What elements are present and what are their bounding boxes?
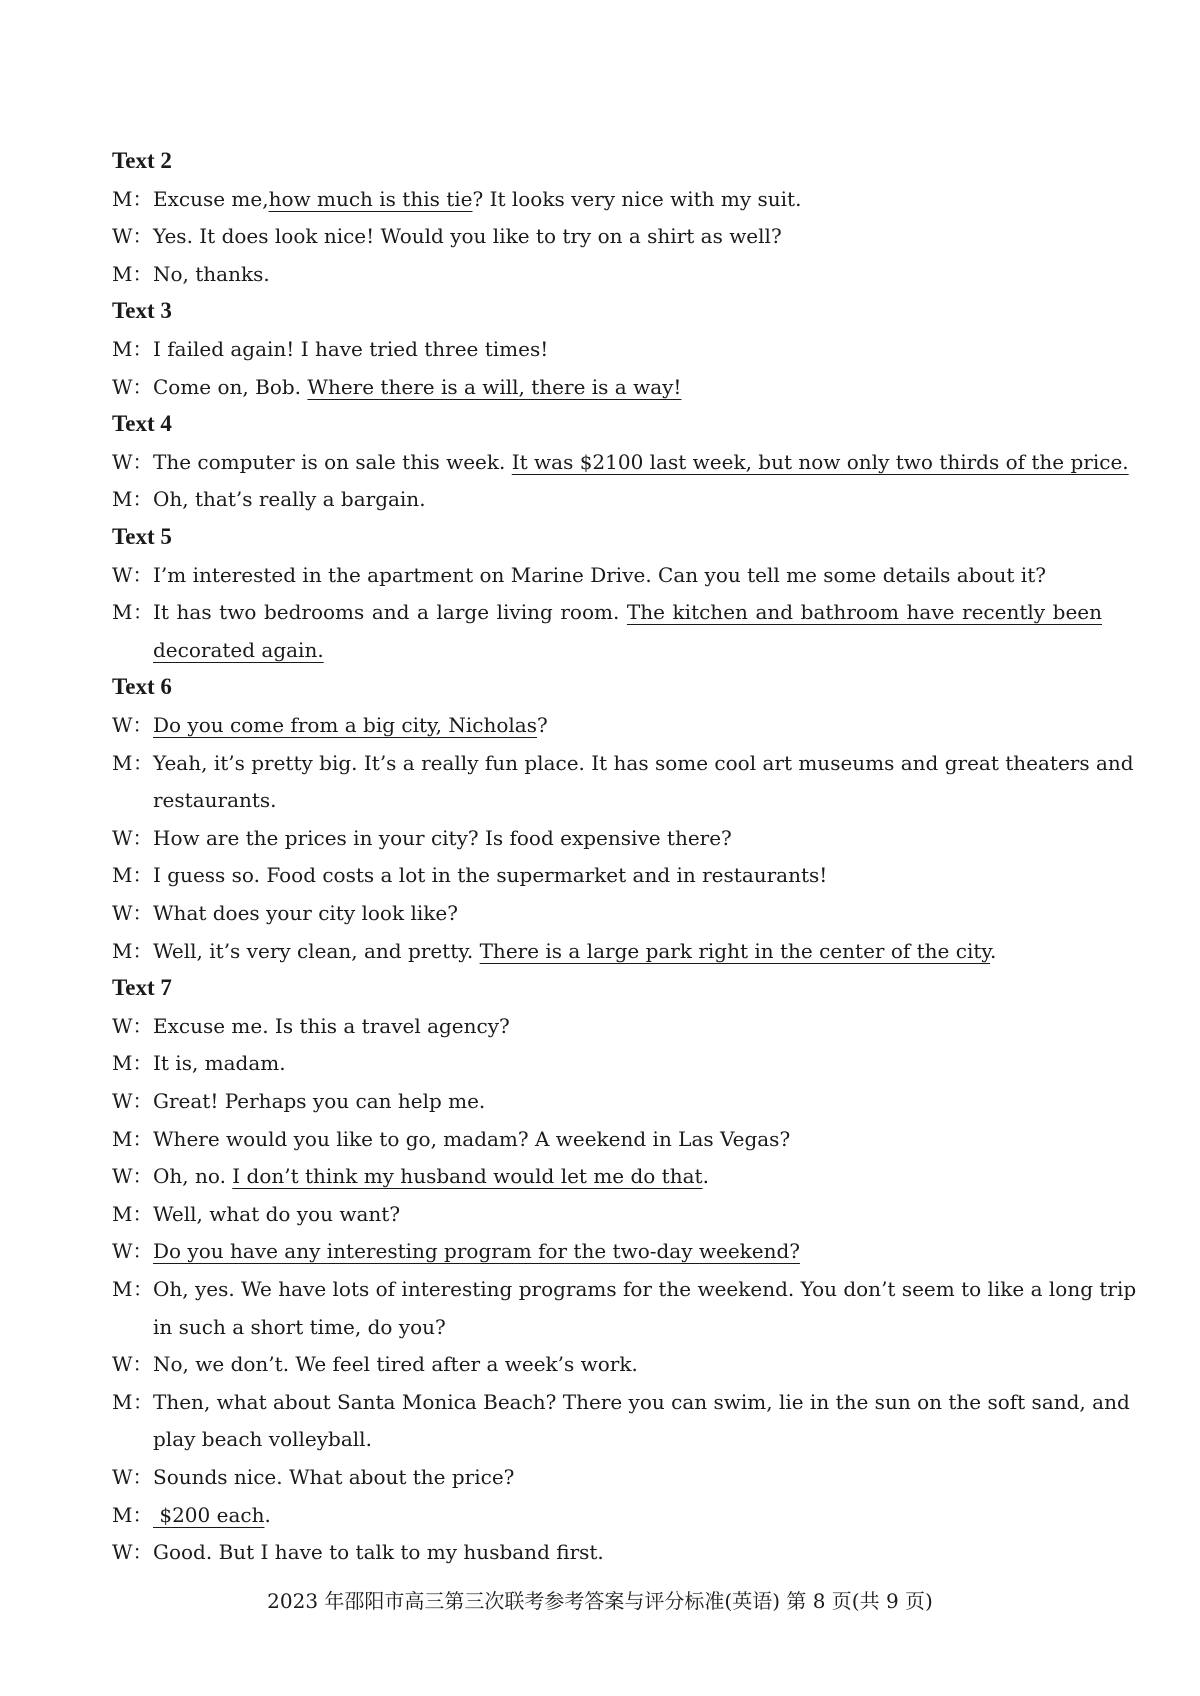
dialogue-line [112, 259, 1102, 289]
speaker-label: W： [112, 826, 153, 850]
dialogue-text: Come on, Bob. [153, 375, 308, 399]
section-heading: Text 6 [112, 674, 172, 699]
speaker-label: M： [112, 600, 153, 624]
speaker-label: W： [112, 901, 153, 925]
speaker-label: M： [112, 1503, 153, 1527]
dialogue-text: Sounds nice. What about the price? [153, 1465, 515, 1489]
dialogue-text: I guess so. Food costs a lot in the supermarket and in restaurants! [153, 863, 828, 887]
underlined-answer: It was $2100 last week, but now only two thirds of the price. [511, 450, 1129, 474]
dialogue-text: No, we don’t. We feel tired after a week’s work. [153, 1352, 638, 1376]
dialogue-text: How are the prices in your city? Is food expensive there? [153, 826, 732, 850]
page-footer: 2023 年邵阳市高三第三次联考参考答案与评分标准(英语) 第 8 页(共 9 页) [267, 1589, 933, 1613]
dialogue-line-continuation [153, 785, 277, 815]
dialogue-text: Yes. It does look nice! Would you like to try on a shirt as well? [153, 224, 782, 248]
underlined-answer: decorated again. [153, 638, 324, 662]
speaker-label: W： [112, 1089, 153, 1113]
speaker-label: M： [112, 337, 153, 361]
dialogue-text: Oh, yes. We have lots of interesting programs for the weekend. You don’t seem to like a long trip [153, 1277, 1137, 1301]
dialogue-text: The computer is on sale this week. [153, 450, 512, 474]
dialogue-text: Well, what do you want? [153, 1202, 401, 1226]
dialogue-text: Where would you like to go, madam? A weekend in Las Vegas? [153, 1127, 791, 1151]
speaker-label: M： [112, 1127, 153, 1151]
dialogue-line [112, 447, 1129, 477]
dialogue-text: . [264, 1503, 271, 1527]
underlined-answer: $200 each [153, 1503, 265, 1527]
dialogue-text: No, thanks. [153, 262, 270, 286]
dialogue-text: What does your city look like? [153, 901, 458, 925]
dialogue-text: Excuse me, [153, 187, 269, 211]
dialogue-text: Oh, that’s really a bargain. [153, 487, 426, 511]
section-heading: Text 7 [112, 975, 172, 1000]
dialogue-text: I failed again! I have tried three times! [153, 337, 549, 361]
speaker-label: M： [112, 863, 153, 887]
dialogue-line [112, 1349, 1102, 1379]
underlined-answer: The kitchen and bathroom have recently been [626, 600, 1103, 624]
speaker-label: M： [112, 1277, 153, 1301]
speaker-label: M： [112, 187, 153, 211]
speaker-label: M： [112, 1202, 153, 1226]
dialogue-text: ? It looks very nice with my suit. [472, 187, 802, 211]
dialogue-line [112, 221, 1102, 251]
dialogue-line [112, 898, 1102, 928]
section-heading: Text 3 [112, 298, 172, 323]
dialogue-text: It has two bedrooms and a large living room. [153, 600, 627, 624]
dialogue-line [112, 1086, 1102, 1116]
dialogue-text: ? [536, 713, 548, 737]
dialogue-text: Excuse me. Is this a travel agency? [153, 1014, 510, 1038]
dialogue-line [112, 860, 1102, 890]
dialogue-text: Yeah, it’s pretty big. It’s a really fun place. It has some cool art museums and great theaters and [153, 751, 1134, 775]
speaker-label: M： [112, 262, 153, 286]
dialogue-line [112, 1537, 1102, 1567]
dialogue-line [112, 372, 1102, 402]
speaker-label: W： [112, 1352, 153, 1376]
dialogue-line [112, 823, 1102, 853]
dialogue-text: Great! Perhaps you can help me. [153, 1089, 486, 1113]
dialogue-text: Oh, no. [153, 1164, 233, 1188]
dialogue-line [112, 1124, 1102, 1154]
speaker-label: W： [112, 1239, 153, 1263]
speaker-label: M： [112, 1390, 153, 1414]
speaker-label: W： [112, 1465, 153, 1489]
section-heading: Text 4 [112, 411, 172, 436]
dialogue-line [112, 936, 1102, 966]
dialogue-text: Then, what about Santa Monica Beach? There you can swim, lie in the sun on the soft sand, and [153, 1390, 1130, 1414]
speaker-label: W： [112, 713, 153, 737]
dialogue-text: restaurants. [153, 788, 277, 812]
dialogue-line [112, 1161, 1102, 1191]
underlined-answer: I don’t think my husband would let me do that [232, 1164, 703, 1188]
speaker-label: M： [112, 751, 153, 775]
underlined-answer: There is a large park right in the center of the city [479, 939, 991, 963]
dialogue-line [112, 1274, 1137, 1304]
section-heading: Text 5 [112, 524, 172, 549]
speaker-label: W： [112, 563, 153, 587]
dialogue-text: Well, it’s very clean, and pretty. [153, 939, 480, 963]
dialogue-line [112, 1199, 1102, 1229]
section-heading: Text 2 [112, 148, 172, 173]
dialogue-line-continuation [153, 1312, 446, 1342]
speaker-label: W： [112, 1164, 153, 1188]
dialogue-line [112, 1387, 1130, 1417]
speaker-label: M： [112, 1051, 153, 1075]
dialogue-line-continuation [153, 1424, 372, 1454]
underlined-answer: Do you have any interesting program for the two-day weekend? [153, 1239, 801, 1263]
dialogue-text: . [702, 1164, 709, 1188]
dialogue-line [112, 748, 1134, 778]
speaker-label: M： [112, 487, 153, 511]
dialogue-text: It is, madam. [153, 1051, 286, 1075]
speaker-label: W： [112, 1014, 153, 1038]
dialogue-text: . [990, 939, 997, 963]
dialogue-line [112, 1500, 1102, 1530]
dialogue-line [112, 184, 1102, 214]
speaker-label: W： [112, 375, 153, 399]
dialogue-text: play beach volleyball. [153, 1427, 372, 1451]
speaker-label: W： [112, 224, 153, 248]
dialogue-text: I’m interested in the apartment on Marine Drive. Can you tell me some details about it? [153, 563, 1046, 587]
dialogue-text: Good. But I have to talk to my husband first. [153, 1540, 604, 1564]
dialogue-line [112, 1462, 1102, 1492]
speaker-label: W： [112, 1540, 153, 1564]
dialogue-text: in such a short time, do you? [153, 1315, 446, 1339]
dialogue-line [112, 597, 1102, 627]
dialogue-line-continuation [153, 635, 324, 665]
dialogue-line [112, 334, 1102, 364]
dialogue-line [112, 560, 1102, 590]
dialogue-line [112, 1236, 1102, 1266]
dialogue-line [112, 484, 1102, 514]
dialogue-line [112, 1011, 1102, 1041]
underlined-answer: Where there is a will, there is a way! [307, 375, 682, 399]
dialogue-line [112, 710, 1102, 740]
underlined-answer: how much is this tie [268, 187, 473, 211]
underlined-answer: Do you come from a big city, Nicholas [153, 713, 537, 737]
dialogue-line [112, 1048, 1102, 1078]
speaker-label: M： [112, 939, 153, 963]
speaker-label: W： [112, 450, 153, 474]
